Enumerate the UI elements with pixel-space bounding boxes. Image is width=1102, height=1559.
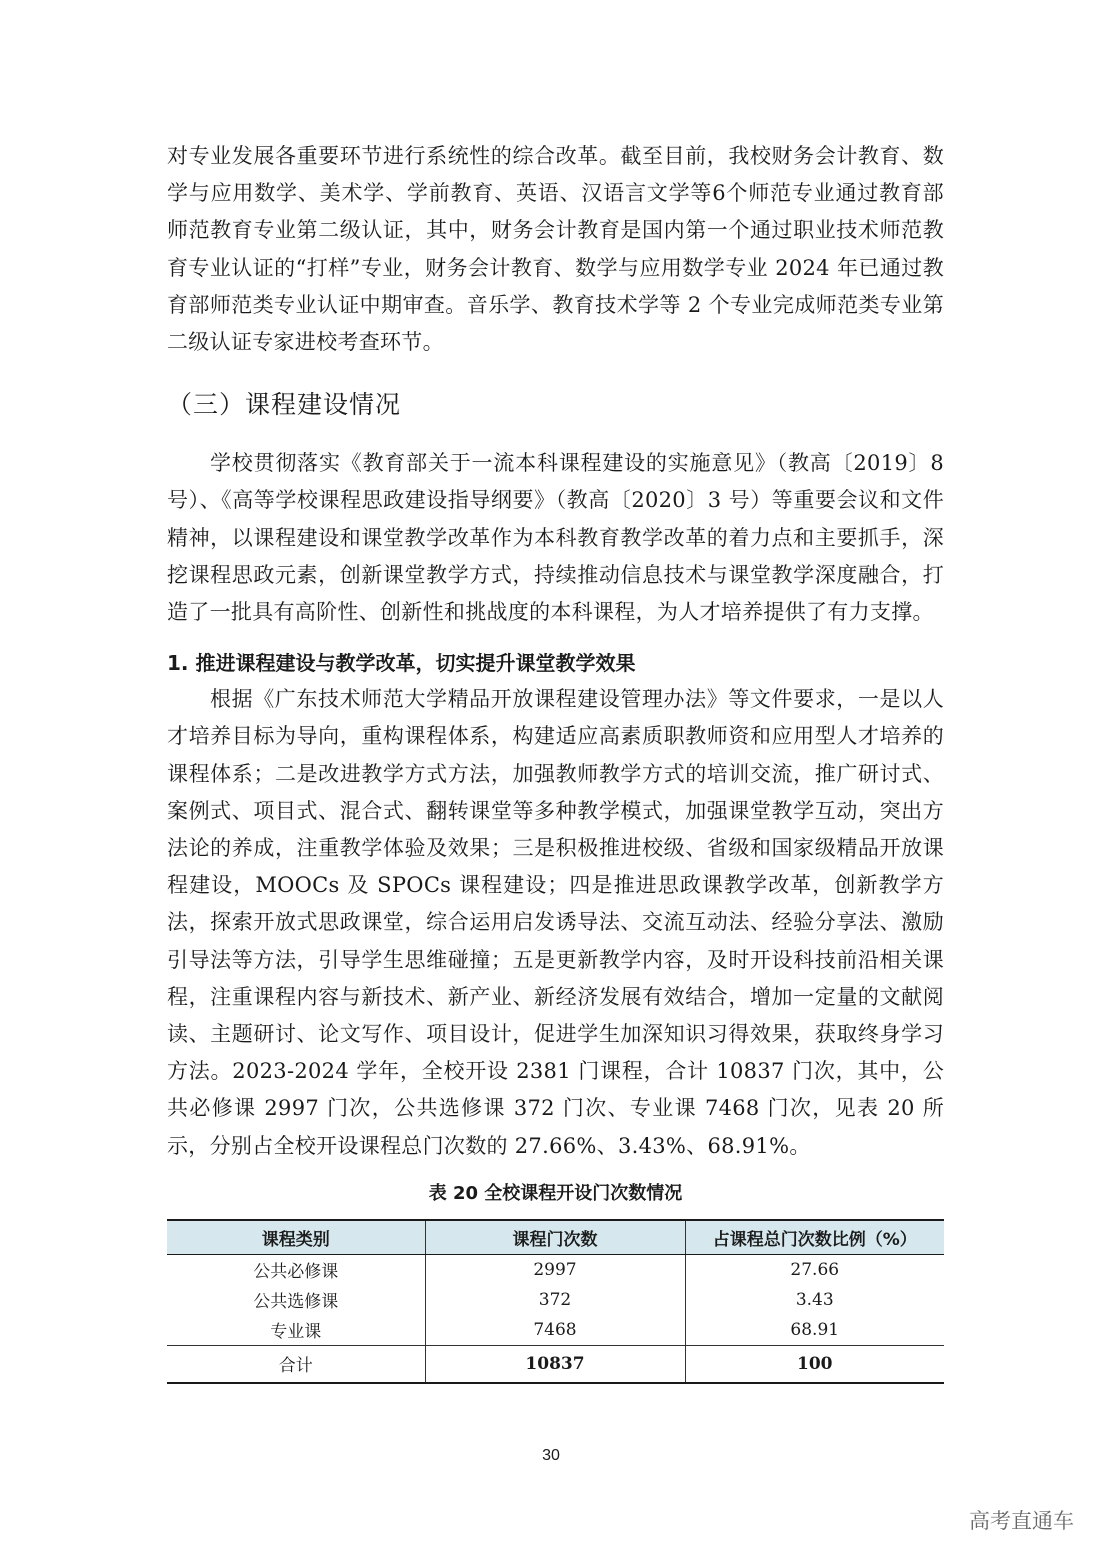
page-content xyxy=(167,138,944,1384)
cell-count: 7468 xyxy=(425,1315,685,1346)
section-heading: （三）课程建设情况 xyxy=(167,390,402,420)
header-count: 课程门次数 xyxy=(425,1220,685,1255)
cell-category: 公共必修课 xyxy=(167,1254,425,1285)
paragraph-course-policy: 学校贯彻落实《教育部关于一流本科课程建设的实施意见》（教高〔2019〕8 号）、《高等学校课程思政建设指导纲要》（教高〔2020〕3 号）等重要会议和文件精神，以课程建设和课堂教学改革作为本科教育教学改革的着力点和主要抓手，深挖课程思政元素，创新课堂教学方式，持续推动信息技术与课堂教学深度融合，打造了一批具有高阶性、创新性和挑战度的本科课程，为人才培养提供了有力支撑。 xyxy=(167,451,944,625)
cell-ratio: 27.66 xyxy=(685,1254,944,1285)
table-header-row xyxy=(167,1220,944,1255)
paragraph-reform: 对专业发展各重要环节进行系统性的综合改革。截至目前，我校财务会计教育、数学与应用数学、美术学、学前教育、英语、汉语言文学等6个师范专业通过教育部师范教育专业第二级认证，其中，财务会计教育是国内第一个通过职业技术师范教育专业认证的“打样”专业，财务会计教育、数学与应用数学专业 2024 年已通过教育部师范类专业认证中期审查。音乐学、教育技术学等 2 个专业完成师范类专业第二级认证专家进校考查环节。 xyxy=(167,144,944,355)
cell-ratio: 68.91 xyxy=(685,1315,944,1346)
cell-total-ratio: 100 xyxy=(685,1345,944,1383)
watermark: 高考直通车 xyxy=(969,1509,1074,1533)
table-total-row xyxy=(167,1345,944,1383)
table-row xyxy=(167,1285,944,1315)
subsection-heading: 1. 推进课程建设与教学改革，切实提升课堂教学效果 xyxy=(167,651,636,676)
paragraph-course-measures: 根据《广东技术师范大学精品开放课程建设管理办法》等文件要求，一是以人才培养目标为导向，重构课程体系，构建适应高素质职教师资和应用型人才培养的课程体系；二是改进教学方式方法，加强教师教学方式的培训交流，推广研讨式、案例式、项目式、混合式、翻转课堂等多种教学模式，加强课堂教学互动，突出方法论的养成，注重教学体验及效果；三是积极推进校级、省级和国家级精品开放课程建设，MOOCs 及 SPOCs 课程建设；四是推进思政课教学改革，创新教学方法，探索开放式思政课堂，综合运用启发诱导法、交流互动法、经验分享法、激励引导法等方法，引导学生思维碰撞；五是更新教学内容，及时开设科技前沿相关课程，注重课程内容与新技术、新产业、新经济发展有效结合，增加一定量的文献阅读、主题研讨、论文写作、项目设计，促进学生加深知识习得效果，获取终身学习方法。2023-2024 学年，全校开设 2381 门课程，合计 10837 门次，其中，公共必修课 2997 门次，公共选修课 372 门次、专业课 7468 门次，见表 20 所示，分别占全校开设课程总门次数的 27.66%、3.43%、68.91%。 xyxy=(167,687,944,1158)
course-table xyxy=(167,1219,944,1384)
cell-ratio: 3.43 xyxy=(685,1285,944,1315)
table-row xyxy=(167,1254,944,1285)
table-row xyxy=(167,1315,944,1346)
page-number: 30 xyxy=(542,1447,560,1464)
table-caption: 表 20 全校课程开设门次数情况 xyxy=(428,1182,683,1204)
header-ratio: 占课程总门次数比例（%） xyxy=(685,1220,944,1255)
header-category: 课程类别 xyxy=(167,1220,425,1255)
cell-count: 372 xyxy=(425,1285,685,1315)
cell-category: 专业课 xyxy=(167,1315,425,1346)
cell-category: 公共选修课 xyxy=(167,1285,425,1315)
cell-count: 2997 xyxy=(425,1254,685,1285)
cell-total-label: 合计 xyxy=(167,1345,425,1383)
cell-total-count: 10837 xyxy=(425,1345,685,1383)
